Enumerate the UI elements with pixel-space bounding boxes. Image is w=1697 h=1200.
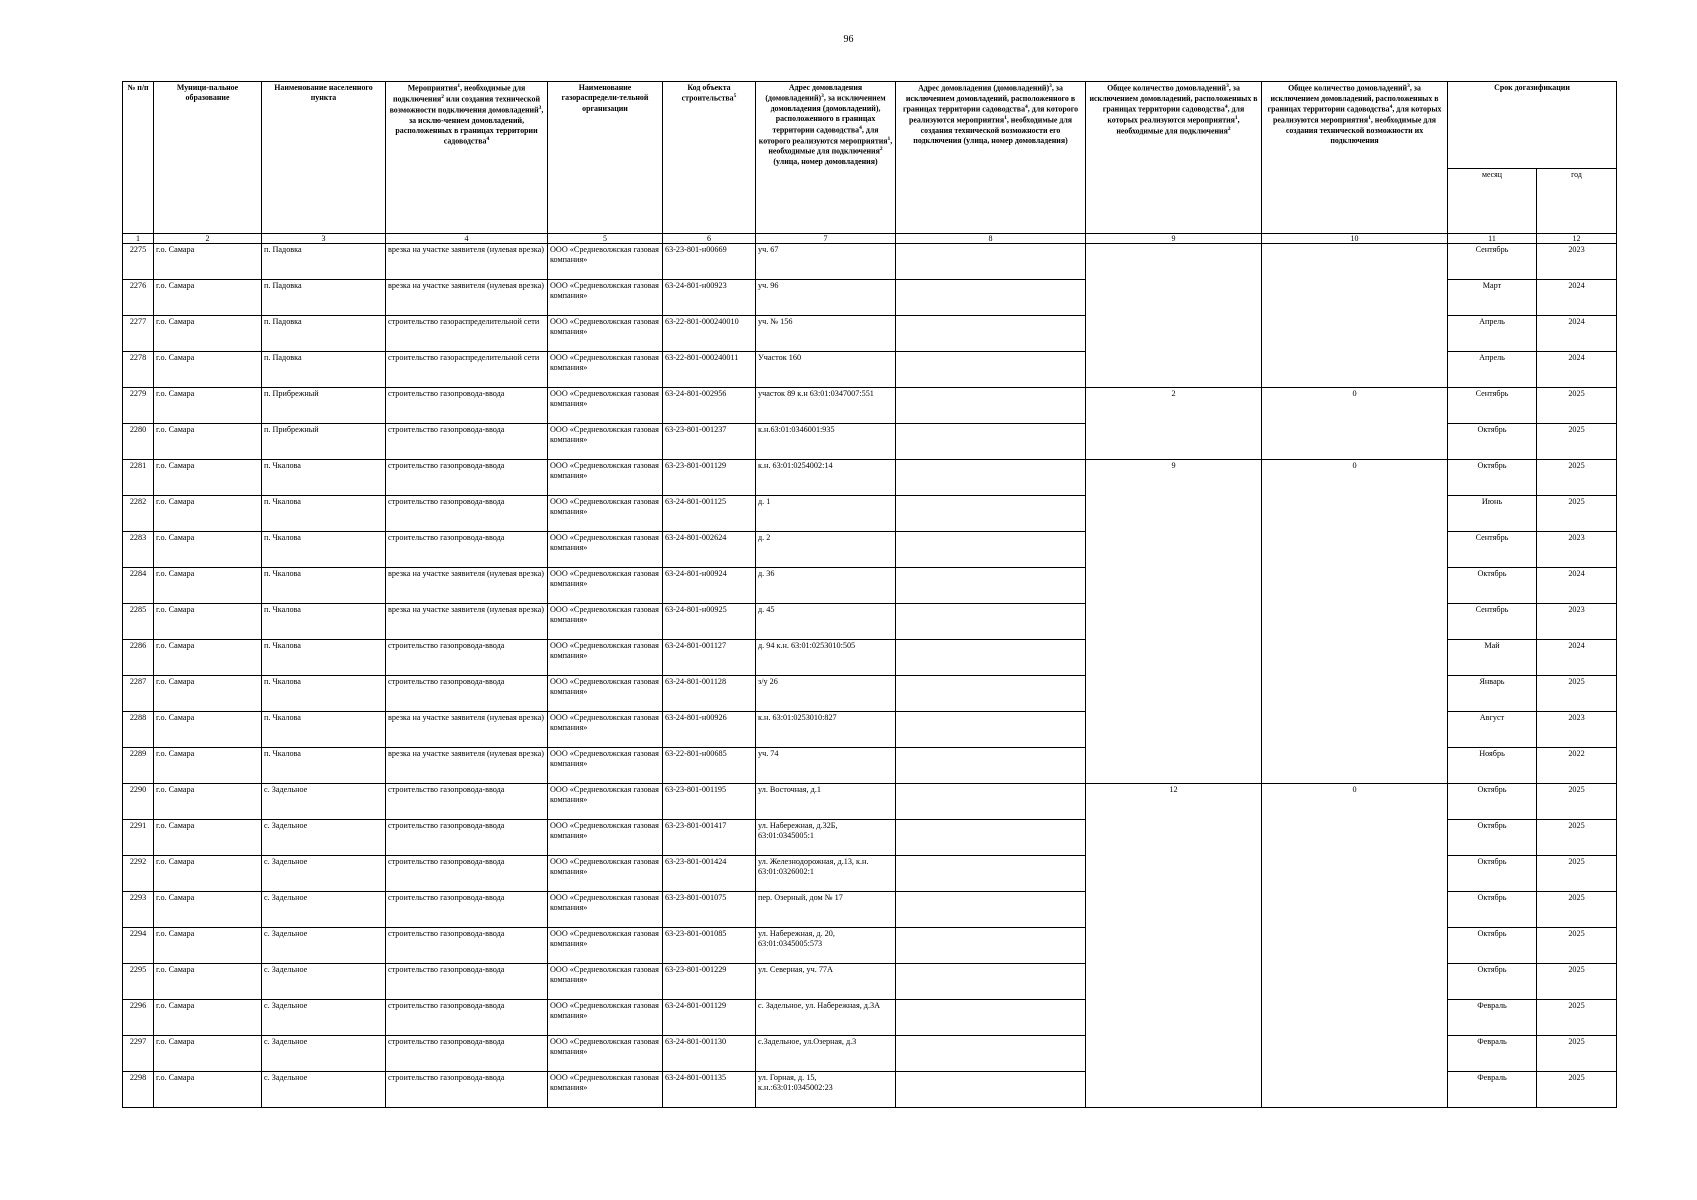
row-month: Октябрь [1448,928,1537,964]
row-organization: ООО «Средневолжская газовая компания» [548,604,663,640]
row-month: Февраль [1448,1000,1537,1036]
row-organization: ООО «Средневолжская газовая компания» [548,496,663,532]
row-number: 2289 [123,748,154,784]
row-settlement: с. Задельное [262,928,386,964]
row-organization: ООО «Средневолжская газовая компания» [548,388,663,424]
row-address: д. 45 [756,604,896,640]
row-address: ул. Железнодорожная, д.13, к.н. 63:01:0326002:1 [756,856,896,892]
row-number: 2290 [123,784,154,820]
row-organization: ООО «Средневолжская газовая компания» [548,820,663,856]
row-settlement: с. Задельное [262,784,386,820]
row-capability-address [896,784,1086,820]
row-settlement: п. Чкалова [262,568,386,604]
row-capability-address [896,352,1086,388]
row-object-code: 63-23-801-н00669 [663,244,756,280]
row-municipality: г.о. Самара [154,316,262,352]
row-activity: строительство газопровода-ввода [386,424,548,460]
row-number: 2285 [123,604,154,640]
row-capability-address [896,1072,1086,1108]
row-municipality: г.о. Самара [154,604,262,640]
row-year: 2022 [1537,748,1617,784]
col-header-address-capability: Адрес домовладения (домовладений)$^3$, за исключением домовладений, расположенного в границах территории садоводства$^4$, для которого реализуются мероприятия$^1$, необходимые для создания технической возможности его подключения (улица, номер домовладения) [896,82,1086,234]
row-address: к.н. 63:01:0254002:14 [756,460,896,496]
row-capability-address [896,748,1086,784]
row-month: Январь [1448,676,1537,712]
row-address: к.н.63:01:0346001:935 [756,424,896,460]
col-header-municipality: Муници-пальное образование [154,82,262,234]
col-header-year: год [1537,169,1617,234]
row-address: д. 2 [756,532,896,568]
row-activity: строительство газопровода-ввода [386,532,548,568]
row-settlement: п. Чкалова [262,712,386,748]
row-activity: строительство газопровода-ввода [386,856,548,892]
row-municipality: г.о. Самара [154,496,262,532]
group-count-capability: 0 [1262,388,1448,460]
row-activity: строительство газораспределительной сети [386,352,548,388]
row-year: 2025 [1537,388,1617,424]
row-object-code: 63-24-801-001128 [663,676,756,712]
column-number: 2 [154,234,262,244]
row-address: д. 1 [756,496,896,532]
row-month: Апрель [1448,316,1537,352]
row-object-code: 63-23-801-001195 [663,784,756,820]
row-municipality: г.о. Самара [154,820,262,856]
row-number: 2298 [123,1072,154,1108]
row-settlement: п. Падовка [262,244,386,280]
row-address: ул. Горная, д. 15, к.н.:63:01:0345002:23 [756,1072,896,1108]
col-header-count-capability: Общее количество домовладений$^3$, за исключением домовладений, расположенных в границах территории садоводства$^4$, для которых реализуются мероприятия$^1$, необходимые для создания технической возможности их подключения [1262,82,1448,234]
row-capability-address [896,964,1086,1000]
col-header-object-code: Код объекта строительства$^5$ [663,82,756,234]
row-organization: ООО «Средневолжская газовая компания» [548,424,663,460]
column-number: 5 [548,234,663,244]
row-address: д. 36 [756,568,896,604]
col-header-address-connection: Адрес домовладения (домовладений)$^3$, за исключением домовладения (домовладений), расположенного в границах территории садоводства$^4$, для которого реализуются мероприятия$^1$, необходимые для подключения$^2$ (улица, номер домовладения) [756,82,896,234]
group-count-connection: 9 [1086,460,1262,784]
row-year: 2023 [1537,244,1617,280]
row-number: 2283 [123,532,154,568]
row-address: уч. 74 [756,748,896,784]
col-header-month: месяц [1448,169,1537,234]
column-number-row [123,234,1617,244]
row-settlement: п. Чкалова [262,748,386,784]
row-organization: ООО «Средневолжская газовая компания» [548,532,663,568]
row-capability-address [896,316,1086,352]
row-activity: строительство газораспределительной сети [386,316,548,352]
column-number: 6 [663,234,756,244]
row-municipality: г.о. Самара [154,1072,262,1108]
row-month: Апрель [1448,352,1537,388]
row-settlement: с. Задельное [262,1000,386,1036]
row-object-code: 63-23-801-001237 [663,424,756,460]
row-object-code: 63-24-801-002956 [663,388,756,424]
row-address: ул. Северная, уч. 77А [756,964,896,1000]
table-row [123,244,1617,280]
table-row [123,460,1617,496]
row-month: Март [1448,280,1537,316]
row-address: з/у 26 [756,676,896,712]
row-organization: ООО «Средневолжская газовая компания» [548,676,663,712]
row-month: Сентябрь [1448,604,1537,640]
row-year: 2024 [1537,640,1617,676]
row-activity: врезка на участке заявителя (нулевая врезка) [386,568,548,604]
row-municipality: г.о. Самара [154,460,262,496]
row-year: 2023 [1537,604,1617,640]
row-month: Сентябрь [1448,388,1537,424]
row-settlement: п. Прибрежный [262,424,386,460]
row-organization: ООО «Средневолжская газовая компания» [548,640,663,676]
table-row [123,388,1617,424]
row-capability-address [896,496,1086,532]
row-number: 2295 [123,964,154,1000]
row-municipality: г.о. Самара [154,856,262,892]
row-capability-address [896,244,1086,280]
row-month: Август [1448,712,1537,748]
row-object-code: 63-23-801-001129 [663,460,756,496]
row-settlement: с. Задельное [262,964,386,1000]
row-object-code: 63-23-801-001085 [663,928,756,964]
row-capability-address [896,712,1086,748]
row-address: ул. Набережная, д. 20, 63:01:0345005:573 [756,928,896,964]
row-object-code: 63-22-801-000240010 [663,316,756,352]
row-organization: ООО «Средневолжская газовая компания» [548,352,663,388]
row-activity: строительство газопровода-ввода [386,892,548,928]
row-address: уч. 96 [756,280,896,316]
row-activity: врезка на участке заявителя (нулевая врезка) [386,280,548,316]
row-number: 2279 [123,388,154,424]
column-number: 4 [386,234,548,244]
row-year: 2025 [1537,424,1617,460]
row-number: 2288 [123,712,154,748]
row-month: Сентябрь [1448,532,1537,568]
row-organization: ООО «Средневолжская газовая компания» [548,892,663,928]
row-municipality: г.о. Самара [154,964,262,1000]
row-address: участок 89 к.н 63:01:0347007:551 [756,388,896,424]
row-number: 2294 [123,928,154,964]
row-capability-address [896,1036,1086,1072]
row-activity: врезка на участке заявителя (нулевая врезка) [386,244,548,280]
row-capability-address [896,676,1086,712]
row-organization: ООО «Средневолжская газовая компания» [548,244,663,280]
row-number: 2278 [123,352,154,388]
row-organization: ООО «Средневолжская газовая компания» [548,1036,663,1072]
row-address: ул. Восточная, д.1 [756,784,896,820]
row-organization: ООО «Средневолжская газовая компания» [548,712,663,748]
row-municipality: г.о. Самара [154,892,262,928]
row-settlement: с. Задельное [262,856,386,892]
row-object-code: 63-23-801-001075 [663,892,756,928]
row-month: Май [1448,640,1537,676]
row-year: 2024 [1537,568,1617,604]
group-count-connection [1086,244,1262,388]
group-count-connection: 12 [1086,784,1262,1108]
col-header-number: № п/п [123,82,154,234]
row-number: 2281 [123,460,154,496]
row-year: 2025 [1537,820,1617,856]
row-number: 2293 [123,892,154,928]
row-month: Октябрь [1448,460,1537,496]
column-number: 12 [1537,234,1617,244]
row-organization: ООО «Средневолжская газовая компания» [548,928,663,964]
row-municipality: г.о. Самара [154,784,262,820]
row-capability-address [896,856,1086,892]
row-year: 2025 [1537,784,1617,820]
gasification-table [122,81,1617,1108]
row-address: с.Задельное, ул.Озерная, д.3 [756,1036,896,1072]
row-month: Сентябрь [1448,244,1537,280]
row-year: 2025 [1537,496,1617,532]
row-activity: строительство газопровода-ввода [386,1036,548,1072]
row-activity: строительство газопровода-ввода [386,388,548,424]
row-month: Октябрь [1448,784,1537,820]
row-number: 2276 [123,280,154,316]
row-settlement: п. Чкалова [262,640,386,676]
column-number: 11 [1448,234,1537,244]
row-year: 2025 [1537,856,1617,892]
row-settlement: с. Задельное [262,1036,386,1072]
row-number: 2286 [123,640,154,676]
table-body [123,244,1617,1108]
row-municipality: г.о. Самара [154,640,262,676]
row-month: Октябрь [1448,856,1537,892]
row-capability-address [896,928,1086,964]
row-object-code: 63-24-801-002624 [663,532,756,568]
col-header-settlement: Наименование населенного пункта [262,82,386,234]
page-number: 96 [843,34,854,45]
row-number: 2275 [123,244,154,280]
row-number: 2297 [123,1036,154,1072]
col-header-activities: Мероприятия$^1$, необходимые для подключения$^2$ или создания технической возможности подключения домовладений$^3$, за исклю-чением домовладений, расположенных в границах территории садоводства$^4$ [386,82,548,234]
row-number: 2280 [123,424,154,460]
row-organization: ООО «Средневолжская газовая компания» [548,784,663,820]
column-number: 9 [1086,234,1262,244]
row-activity: строительство газопровода-ввода [386,676,548,712]
row-capability-address [896,604,1086,640]
row-municipality: г.о. Самара [154,388,262,424]
group-count-capability [1262,244,1448,388]
row-number: 2296 [123,1000,154,1036]
row-capability-address [896,892,1086,928]
row-municipality: г.о. Самара [154,532,262,568]
row-organization: ООО «Средневолжская газовая компания» [548,460,663,496]
group-count-capability: 0 [1262,784,1448,1108]
row-capability-address [896,568,1086,604]
row-object-code: 63-23-801-001229 [663,964,756,1000]
column-number: 1 [123,234,154,244]
row-capability-address [896,280,1086,316]
row-activity: строительство газопровода-ввода [386,640,548,676]
row-activity: строительство газопровода-ввода [386,928,548,964]
row-object-code: 63-24-801-н00924 [663,568,756,604]
row-year: 2025 [1537,1000,1617,1036]
row-object-code: 63-24-801-001127 [663,640,756,676]
row-object-code: 63-24-801-001129 [663,1000,756,1036]
row-activity: строительство газопровода-ввода [386,964,548,1000]
row-capability-address [896,1000,1086,1036]
row-object-code: 63-24-801-н00923 [663,280,756,316]
row-month: Октябрь [1448,892,1537,928]
row-object-code: 63-24-801-н00926 [663,712,756,748]
row-year: 2025 [1537,928,1617,964]
row-organization: ООО «Средневолжская газовая компания» [548,568,663,604]
row-address: уч. 67 [756,244,896,280]
row-year: 2024 [1537,280,1617,316]
row-month: Октябрь [1448,964,1537,1000]
row-object-code: 63-23-801-001417 [663,820,756,856]
row-organization: ООО «Средневолжская газовая компания» [548,964,663,1000]
row-month: Октябрь [1448,820,1537,856]
row-object-code: 63-24-801-001130 [663,1036,756,1072]
header-row [123,82,1617,169]
row-settlement: п. Падовка [262,352,386,388]
row-activity: врезка на участке заявителя (нулевая врезка) [386,712,548,748]
row-object-code: 63-24-801-001125 [663,496,756,532]
column-number: 10 [1262,234,1448,244]
row-year: 2025 [1537,1072,1617,1108]
column-number: 8 [896,234,1086,244]
row-activity: врезка на участке заявителя (нулевая врезка) [386,604,548,640]
row-organization: ООО «Средневолжская газовая компания» [548,748,663,784]
row-settlement: п. Падовка [262,316,386,352]
row-municipality: г.о. Самара [154,244,262,280]
row-month: Июнь [1448,496,1537,532]
row-capability-address [896,820,1086,856]
col-header-count-connection: Общее количество домовладений$^3$, за исключением домовладений, расположенных в границах территории садоводства$^4$, для которых реализуются мероприятия$^1$, необходимые для подключения$^2$ [1086,82,1262,234]
row-municipality: г.о. Самара [154,1036,262,1072]
row-settlement: п. Прибрежный [262,388,386,424]
row-month: Октябрь [1448,424,1537,460]
row-settlement: с. Задельное [262,1072,386,1108]
row-capability-address [896,424,1086,460]
row-number: 2292 [123,856,154,892]
row-settlement: п. Падовка [262,280,386,316]
row-capability-address [896,460,1086,496]
row-address: Участок 160 [756,352,896,388]
row-year: 2024 [1537,316,1617,352]
col-header-organization: Наименование газораспредели-тельной организации [548,82,663,234]
row-organization: ООО «Средневолжская газовая компания» [548,856,663,892]
row-number: 2284 [123,568,154,604]
row-object-code: 63-23-801-001424 [663,856,756,892]
row-year: 2025 [1537,892,1617,928]
row-activity: строительство газопровода-ввода [386,1072,548,1108]
row-year: 2025 [1537,964,1617,1000]
row-number: 2287 [123,676,154,712]
row-activity: строительство газопровода-ввода [386,784,548,820]
row-capability-address [896,388,1086,424]
row-settlement: п. Чкалова [262,604,386,640]
col-header-deadline: Срок догазификации [1448,82,1617,169]
row-address: ул. Набережная, д.32Б, 63:01:0345005:1 [756,820,896,856]
row-municipality: г.о. Самара [154,676,262,712]
column-number: 3 [262,234,386,244]
row-capability-address [896,532,1086,568]
table-row [123,784,1617,820]
row-activity: строительство газопровода-ввода [386,460,548,496]
row-address: уч. № 156 [756,316,896,352]
row-year: 2025 [1537,460,1617,496]
row-year: 2024 [1537,352,1617,388]
row-address: к.н. 63:01:0253010:827 [756,712,896,748]
row-address: с. Задельное, ул. Набережная, д.3А [756,1000,896,1036]
column-number: 7 [756,234,896,244]
row-municipality: г.о. Самара [154,280,262,316]
row-municipality: г.о. Самара [154,712,262,748]
group-count-capability: 0 [1262,460,1448,784]
row-municipality: г.о. Самара [154,748,262,784]
row-organization: ООО «Средневолжская газовая компания» [548,316,663,352]
row-number: 2277 [123,316,154,352]
row-number: 2291 [123,820,154,856]
row-settlement: с. Задельное [262,892,386,928]
row-activity: врезка на участке заявителя (нулевая врезка) [386,748,548,784]
row-municipality: г.о. Самара [154,352,262,388]
row-municipality: г.о. Самара [154,928,262,964]
row-municipality: г.о. Самара [154,568,262,604]
row-month: Февраль [1448,1072,1537,1108]
row-settlement: п. Чкалова [262,496,386,532]
row-object-code: 63-24-801-н00925 [663,604,756,640]
row-year: 2023 [1537,532,1617,568]
row-year: 2025 [1537,1036,1617,1072]
row-year: 2025 [1537,676,1617,712]
row-settlement: п. Чкалова [262,532,386,568]
row-month: Октябрь [1448,568,1537,604]
row-organization: ООО «Средневолжская газовая компания» [548,280,663,316]
row-activity: строительство газопровода-ввода [386,496,548,532]
row-organization: ООО «Средневолжская газовая компания» [548,1000,663,1036]
row-organization: ООО «Средневолжская газовая компания» [548,1072,663,1108]
row-object-code: 63-22-801-н00685 [663,748,756,784]
row-activity: строительство газопровода-ввода [386,1000,548,1036]
row-settlement: с. Задельное [262,820,386,856]
row-object-code: 63-22-801-000240011 [663,352,756,388]
row-year: 2023 [1537,712,1617,748]
row-month: Февраль [1448,1036,1537,1072]
row-capability-address [896,640,1086,676]
row-address: д. 94 к.н. 63:01:0253010:505 [756,640,896,676]
row-settlement: п. Чкалова [262,676,386,712]
row-object-code: 63-24-801-001135 [663,1072,756,1108]
row-month: Ноябрь [1448,748,1537,784]
row-municipality: г.о. Самара [154,424,262,460]
row-activity: строительство газопровода-ввода [386,820,548,856]
row-address: пер. Озерный, дом № 17 [756,892,896,928]
row-municipality: г.о. Самара [154,1000,262,1036]
group-count-connection: 2 [1086,388,1262,460]
row-number: 2282 [123,496,154,532]
row-settlement: п. Чкалова [262,460,386,496]
